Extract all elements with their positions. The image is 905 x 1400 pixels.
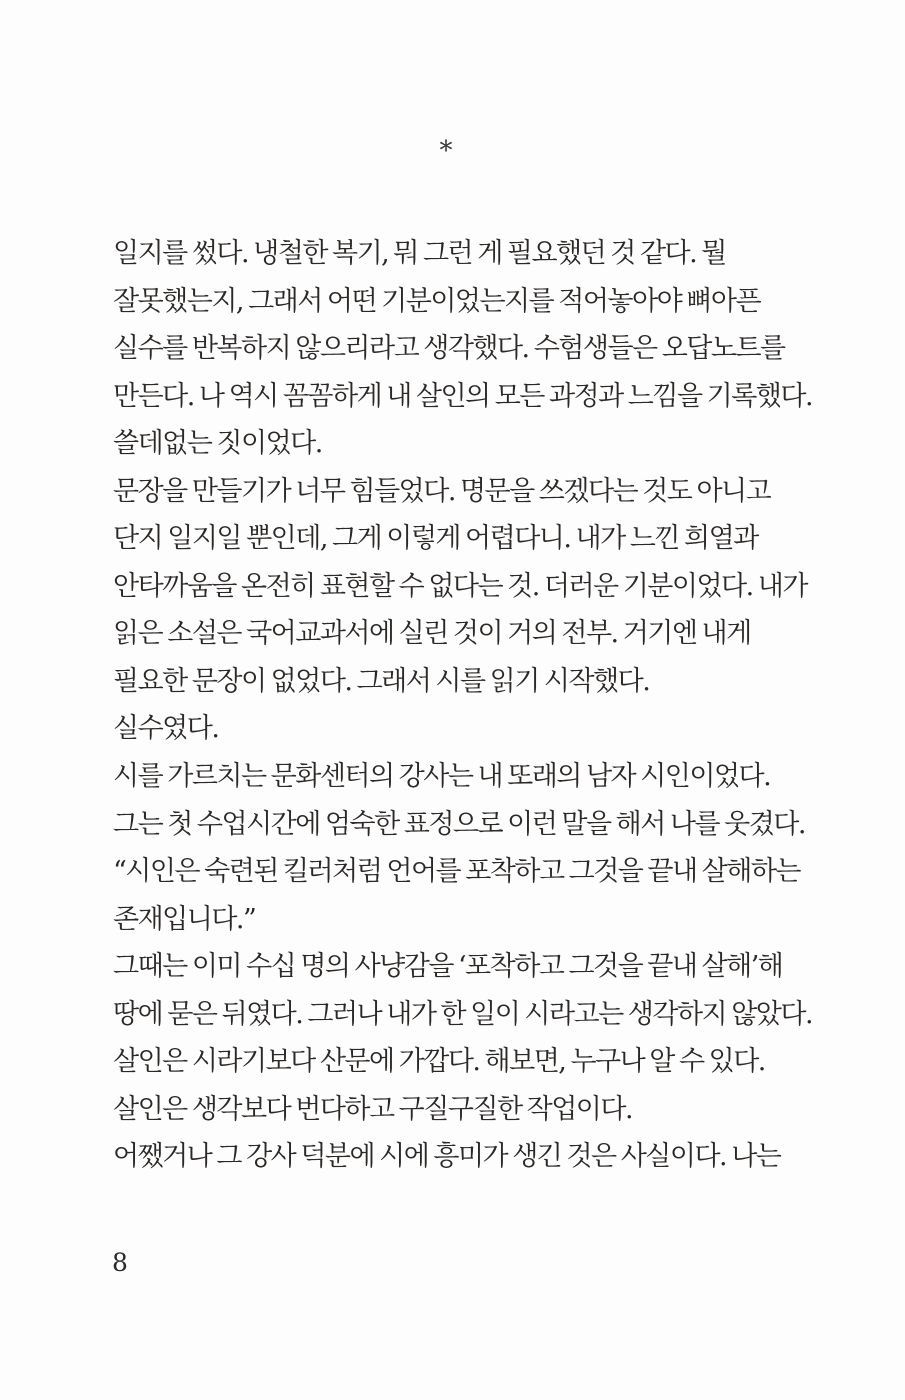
text-line: 만든다. 나 역시 꼼꼼하게 내 살인의 모든 과정과 느낌을 기록했다.	[113, 380, 813, 412]
text-line: 단지 일지일 뿐인데, 그게 이렇게 어렵다니. 내가 느낀 희열과	[113, 523, 758, 555]
text-line: 존재입니다.”	[113, 903, 256, 935]
text-line: 실수를 반복하지 않으리라고 생각했다. 수험생들은 오답노트를	[113, 333, 785, 365]
page-number: 8	[112, 1248, 128, 1277]
text-line: 문장을 만들기가 너무 힘들었다. 명문을 쓰겠다는 것도 아니고	[113, 475, 771, 507]
text-line: 어쨌거나 그 강사 덕분에 시에 흥미가 생긴 것은 사실이다. 나는	[113, 1141, 781, 1173]
text-line: 잘못했는지, 그래서 어떤 기분이었는지를 적어놓아야 뼈아픈	[113, 285, 761, 317]
text-line: 필요한 문장이 없었다. 그래서 시를 읽기 시작했다.	[113, 665, 650, 697]
text-line: 살인은 시라기보다 산문에 가깝다. 해보면, 누구나 알 수 있다.	[113, 1046, 765, 1078]
text-line: 읽은 소설은 국어교과서에 실린 것이 거의 전부. 거기엔 내게	[113, 618, 751, 650]
text-line: 일지를 썼다. 냉철한 복기, 뭐 그런 게 필요했던 것 같다. 뭘	[113, 238, 726, 269]
section-divider-asterisk: *	[439, 136, 453, 166]
text-line: “시인은 숙련된 킬러처럼 언어를 포착하고 그것을 끝내 살해하는	[113, 856, 801, 888]
text-line: 그는 첫 수업시간에 엄숙한 표정으로 이런 말을 해서 나를 웃겼다.	[113, 808, 805, 840]
text-line: 그때는 이미 수십 명의 사냥감을 ‘포착하고 그것을 끝내 살해’해	[113, 951, 783, 983]
text-line: 살인은 생각보다 번다하고 구질구질한 작업이다.	[113, 1093, 633, 1125]
body-text	[113, 230, 813, 1181]
text-line: 쓸데없는 짓이었다.	[113, 428, 322, 460]
text-line: 땅에 묻은 뒤였다. 그러나 내가 한 일이 시라고는 생각하지 않았다.	[113, 998, 813, 1030]
text-line: 실수였다.	[113, 713, 219, 745]
text-line: 안타까움을 온전히 표현할 수 없다는 것. 더러운 기분이었다. 내가	[113, 570, 807, 602]
text-line: 시를 가르치는 문화센터의 강사는 내 또래의 남자 시인이었다.	[113, 761, 771, 793]
